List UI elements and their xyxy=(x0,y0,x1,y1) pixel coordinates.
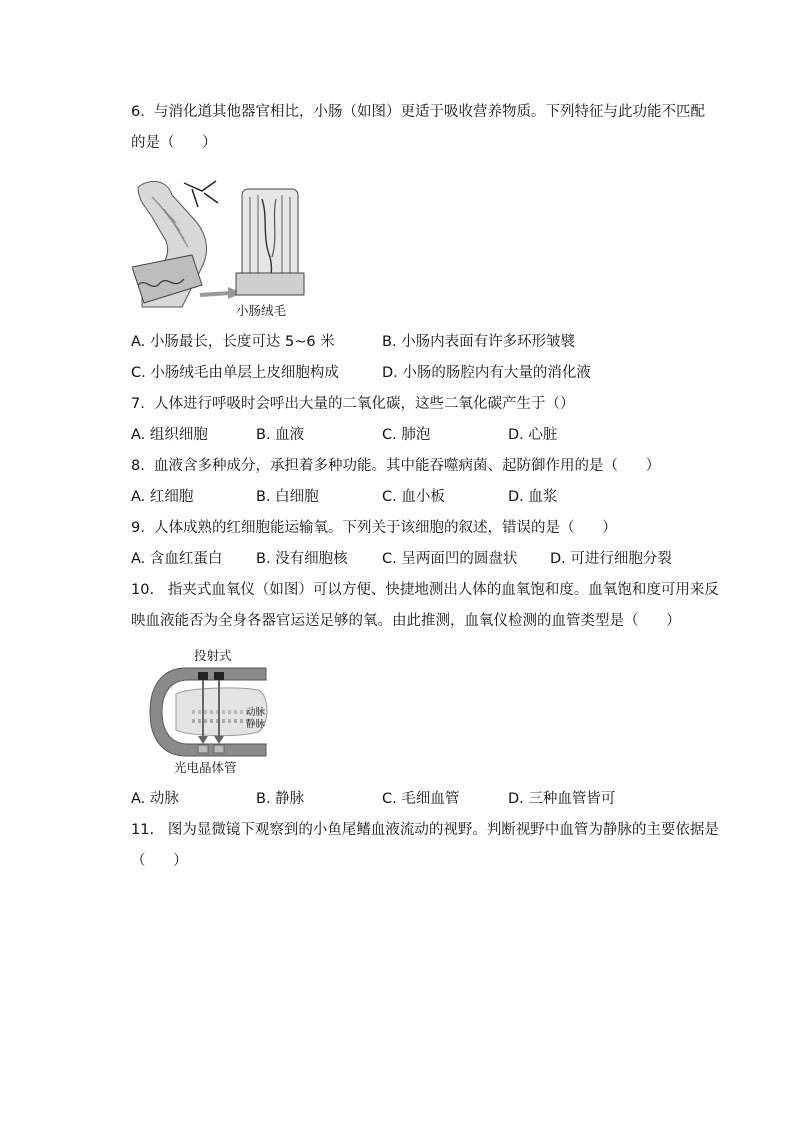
q11-stem-line1: 11. 图为显微镜下观察到的小鱼尾鳍血液流动的视野。判断视野中血管为静脉的主要依据是 xyxy=(131,822,719,838)
q10-option-a[interactable]: A. 动脉 xyxy=(131,791,179,807)
pulse-oximeter-figure xyxy=(146,646,276,776)
q10-option-b[interactable]: B. 静脉 xyxy=(256,791,305,807)
q6-stem-line1: 6. 与消化道其他器官相比，小肠（如图）更适于吸收营养物质。下列特征与此功能不匹配 xyxy=(131,104,706,120)
q6-option-a[interactable]: A. 小肠最长，长度可达 5~6 米 xyxy=(131,334,335,350)
small-intestine-caption: 小肠绒毛 xyxy=(236,303,287,318)
q6-option-d[interactable]: D. 小肠的肠腔内有大量的消化液 xyxy=(382,365,591,381)
q6-option-c[interactable]: C. 小肠绒毛由单层上皮细胞构成 xyxy=(131,365,339,381)
q6-stem-line2: 的是（ ） xyxy=(131,135,217,151)
q8-stem: 8. 血液含多种成分，承担着多种功能。其中能吞噬病菌、起防御作用的是（ ） xyxy=(131,458,661,474)
q10-stem-line2: 映血液能否为全身各器官运送足够的氧。由此推测，血氧仪检测的血管类型是（ ） xyxy=(131,613,681,629)
q10-stem-line1: 10. 指夹式血氧仪（如图）可以方便、快捷地测出人体的血氧饱和度。血氧饱和度可用来反 xyxy=(131,582,719,598)
oximeter-caption: 光电晶体管 xyxy=(174,760,237,775)
q10-option-c[interactable]: C. 毛细血管 xyxy=(382,791,460,807)
q8-option-b[interactable]: B. 白细胞 xyxy=(256,489,319,505)
q6-option-b[interactable]: B. 小肠内表面有许多环形皱襞 xyxy=(382,334,576,350)
q9-option-d[interactable]: D. 可进行细胞分裂 xyxy=(550,551,672,567)
q11-stem-line2: （ ） xyxy=(131,853,188,869)
q8-option-d[interactable]: D. 血浆 xyxy=(508,489,558,505)
oximeter-artery-label: 动脉 xyxy=(246,707,266,718)
q9-option-b[interactable]: B. 没有细胞核 xyxy=(256,551,348,567)
small-intestine-figure xyxy=(132,177,310,322)
q10-option-d[interactable]: D. 三种血管皆可 xyxy=(508,791,616,807)
q7-option-a[interactable]: A. 组织细胞 xyxy=(131,427,208,443)
q7-option-d[interactable]: D. 心脏 xyxy=(508,427,558,443)
q8-option-c[interactable]: C. 血小板 xyxy=(382,489,445,505)
oximeter-top-label: 投射式 xyxy=(194,648,232,663)
q7-option-b[interactable]: B. 血液 xyxy=(256,427,305,443)
q9-stem: 9. 人体成熟的红细胞能运输氧。下列关于该细胞的叙述，错误的是（ ） xyxy=(131,520,617,536)
q7-stem: 7. 人体进行呼吸时会呼出大量的二氧化碳，这些二氧化碳产生于（） xyxy=(131,396,575,412)
q9-option-a[interactable]: A. 含血红蛋白 xyxy=(131,551,223,567)
oximeter-vein-label: 静脉 xyxy=(246,719,266,730)
q8-option-a[interactable]: A. 红细胞 xyxy=(131,489,194,505)
q9-option-c[interactable]: C. 呈两面凹的圆盘状 xyxy=(382,551,518,567)
q7-option-c[interactable]: C. 肺泡 xyxy=(382,427,431,443)
